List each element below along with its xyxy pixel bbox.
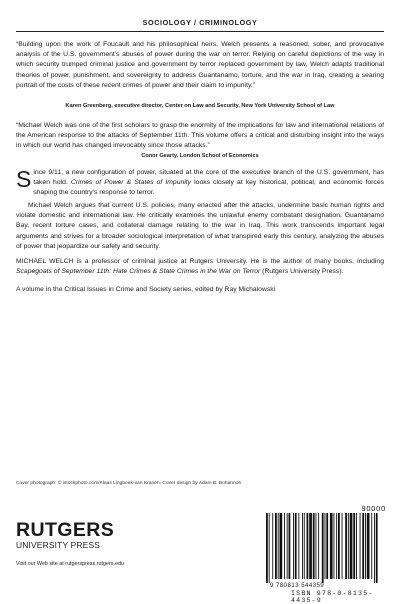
barcode-bar xyxy=(275,513,277,579)
barcode-bar xyxy=(338,513,340,579)
blurb-attribution-2: Conor Gearty, London School of Economics xyxy=(141,153,259,159)
description-text: ince 9/11, a new configuration of power, situated at the core of the executive branch of the U.S. government, has taken hold. xyxy=(33,169,384,187)
blurb-quote-2: “Michael Welch was one of the first scholars to grasp the enormity of the implications for law and international relations of the American response to the attacks of September 11th. This volume offers a critical and disturbing insight into the ways in which our world has changed irrevocably since those attacks.” xyxy=(16,122,384,150)
publisher-logo xyxy=(16,520,156,550)
barcode-bar xyxy=(289,513,291,579)
barcode-bar xyxy=(313,513,315,579)
barcode-bar xyxy=(367,513,370,579)
barcode-digits: 9 780813 544359 xyxy=(270,583,325,589)
barcode-bar xyxy=(266,513,268,583)
barcode-bar xyxy=(362,513,364,579)
barcode-bar xyxy=(322,513,324,583)
category-label: SOCIOLOGY / CRIMINOLOGY xyxy=(142,18,258,27)
barcode-bar xyxy=(295,513,297,579)
description-paragraph-1 xyxy=(16,168,384,199)
barcode-bar xyxy=(269,513,270,583)
header-rule xyxy=(16,31,384,32)
description-paragraph-2: Michael Welch argues that current U.S. policies, many enacted after the attacks, undermine basic human rights and violate domestic and international law. He critically examines the unlawful enemy combatant designation, Guantanamo Bay, recent torture cases, and collateral damage relating to the war in Iraq. This work transcends important legal arguments and strives for a broader sociological interpretation of what transpired early this century, analyzing the abuses of power that jeopardize our safety and security. xyxy=(16,202,384,250)
blurb-quote-1: “Building upon the work of Foucault and his philosophical heirs, Welch presents a reasoned, sober, and provocative analysis of the U.S. government’s abuses of power during the war on terror. Relying on careful depictions of the way in which security trumped criminal justice and government by terror replaced government by law, Welch adapts traditional theories of power, punishment, and sovereignty to address Guantanamo, torture, and the war in Iraq, creating a searing portrait of the costs of these recent crimes of power and their claim to impunity.” xyxy=(16,41,384,89)
barcode-bar xyxy=(330,513,333,579)
blurb-attribution-1: Karen Greenberg, executive director, Center on Law and Security, New York University School of Law xyxy=(65,103,335,109)
isbn-barcode-block xyxy=(258,504,390,604)
drop-cap: S xyxy=(16,166,32,192)
barcode-bar xyxy=(342,513,343,579)
publisher-logo-sub: UNIVERSITY PRESS xyxy=(16,540,101,550)
barcode-bar xyxy=(284,513,285,579)
publisher-website: Visit our Web site at rutgerspress.rutgers.edu xyxy=(16,561,124,567)
barcode-bar xyxy=(336,513,337,579)
barcode-bar xyxy=(334,513,335,579)
barcode-bar xyxy=(302,513,303,579)
cover-credit: Cover photograph: © istockphoto.com/Klaas Lingbeek-van Kranen. Cover design by Adam B. Bohannon xyxy=(16,481,242,486)
price-code: 90000 xyxy=(361,504,386,513)
series-note: A volume in the Critical Issues in Crime and Society series, edited by Ray Michalowski xyxy=(16,286,276,293)
barcode-bar xyxy=(304,513,305,579)
barcode-bar xyxy=(348,513,349,579)
barcode-bar xyxy=(356,513,357,579)
author-bio-text-end: (Rutgers University Press). xyxy=(260,268,344,276)
book-title: Crimes of Power & States of Impunity xyxy=(70,179,192,187)
barcode-bar xyxy=(278,513,279,579)
description-text-end: looks closely at key historical, political, and economic forces shaping the country’s response to terror. xyxy=(33,179,384,197)
barcode-bar xyxy=(309,513,312,579)
barcode-bar xyxy=(365,513,366,579)
barcode-bar xyxy=(353,513,355,579)
barcode-bar xyxy=(326,513,328,579)
author-bio-text: MICHAEL WELCH is a professor of criminal justice at Rutgers University. He is the author of many books, including xyxy=(16,258,384,265)
barcode-bar xyxy=(280,513,283,579)
barcode-graphic xyxy=(266,513,384,583)
author-bio xyxy=(16,257,384,277)
publisher-logo-main: RUTGERS xyxy=(16,519,115,541)
barcode-bar xyxy=(325,513,326,579)
barcode-bar xyxy=(287,513,288,579)
barcode-bar xyxy=(374,513,375,583)
barcode-bar xyxy=(298,513,299,579)
barcode-bar xyxy=(360,513,361,579)
barcode-bar xyxy=(376,513,378,583)
barcode-bar xyxy=(371,513,372,579)
isbn-label: ISBN 978-0-8135-4435-9 xyxy=(291,590,374,604)
barcode-bar xyxy=(307,513,309,579)
author-other-book-title: Scapegoats of September 11th: Hate Crimes & State Crimes in the War on Terror xyxy=(16,268,261,276)
barcode-bar xyxy=(318,513,319,579)
barcode-bar xyxy=(345,513,347,579)
barcode-bar xyxy=(350,513,353,579)
barcode-bar xyxy=(316,513,317,579)
barcode-bar xyxy=(293,513,294,579)
barcode-bar xyxy=(272,513,273,579)
